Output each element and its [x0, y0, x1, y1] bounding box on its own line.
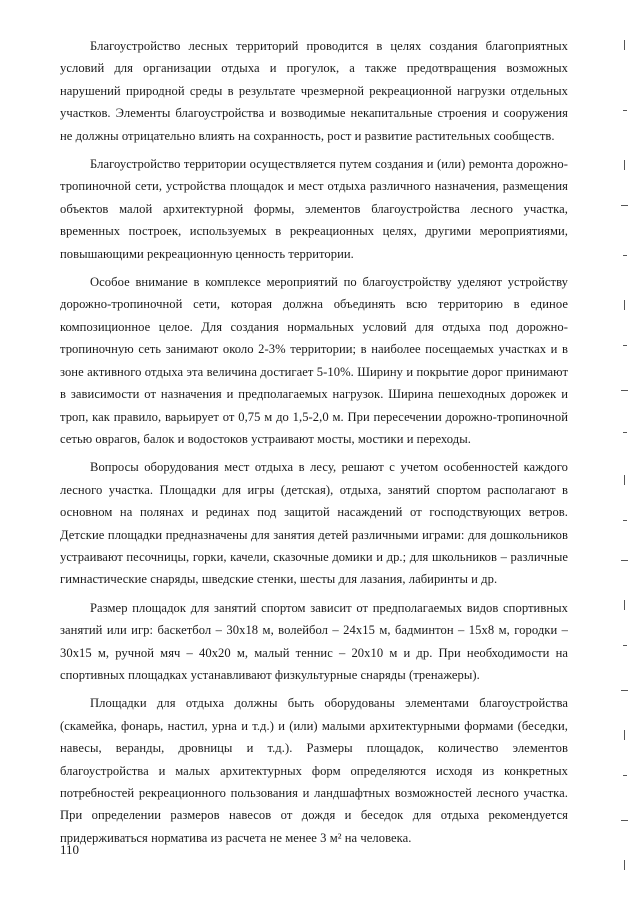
- page-number: 110: [60, 842, 80, 857]
- scan-edge-mark: [624, 860, 625, 870]
- paragraph-sports-grounds: Размер площадок для занятий спортом зависит от предполагаемых видов спортивных занятий или игр: баскетбол – 30х18 м, волейбол – 24х15 м, бадминтон – 15х8 м, городки – 30х15 м, ручной мяч – 40х20 м, малый теннис – 20х10 м и др. При необходимости на спортивных площадках устанавливают физкультурные снаряды (тренажеры).: [60, 600, 568, 682]
- scan-edge-mark: [624, 300, 625, 310]
- paragraph-rest-equipment: Площадки для отдыха должны быть оборудованы элементами благоустройства (скамейка, фонарь, настил, урна и т.д.) и (или) малыми архитектурными формами (беседки, навесы, веранды, дровницы и т.д.). Размеры площадок, количество элементов благоустройства и малых архитектурных форм определяются исходя из конкретных потребностей рекреационного пользования и ландшафтных возможностей лесного участка. При определении размеров навесов от дождя и беседок для отдыха рекомендуется придерживаться норматива из расчета не менее 3 м² на человека.: [60, 696, 568, 845]
- body-text: [60, 35, 568, 855]
- scan-edge-mark: [624, 40, 625, 50]
- scan-edge-mark: [621, 390, 628, 391]
- scan-edge-mark: [623, 432, 627, 433]
- scan-edge-mark: [624, 160, 625, 170]
- scan-edge-mark: [623, 645, 627, 646]
- scan-edge-mark: [621, 820, 628, 821]
- scan-edge-mark: [624, 600, 625, 610]
- scan-edge-mark: [621, 560, 628, 561]
- paragraph-path-network: Особое внимание в комплексе мероприятий по благоустройству уделяют устройству дорожно-тропиночной сети, которая должна объединять всю территорию в единое композиционное целое. Для создания нормальных условий для отдыха под дорожно-тропиночную сеть занимают около 2-3% территории; в наиболее посещаемых участках и в зоне активного отдыха эта величина достигает 5-10%. Ширину и покрытие дорог принимают в зависимости от назначения и предполагаемых нагрузок. Ширина пешеходных дорожек и троп, как правило, варьирует от 0,75 м до 1,5-2,0 м. При пересечении дорожно-тропиночной сетью оврагов, балок и водостоков устраивают мосты, мостики и переходы.: [60, 275, 568, 446]
- scan-edge-mark: [621, 690, 628, 691]
- scan-edge-mark: [621, 205, 628, 206]
- scan-edge-mark: [624, 730, 625, 740]
- scan-edge-mark: [623, 345, 627, 346]
- scan-edge-mark: [623, 110, 627, 111]
- scan-edge-mark: [623, 255, 627, 256]
- paragraph-rest-areas: Вопросы оборудования мест отдыха в лесу, решают с учетом особенностей каждого лесного участка. Площадки для игры (детская), отдыха, занятий спортом располагают в основном на полянах и рединах под защитой насаждений от господствующих ветров. Детские площадки предназначены для занятия детей различными играми: для дошкольников устраивают песочницы, горки, качели, сказочные домики и др.; для школьников – различные гимнастические снаряды, шведские стенки, шесты для лазания, лабиринты и др.: [60, 460, 568, 587]
- paragraph-landscaping-purpose: Благоустройство лесных территорий проводится в целях создания благоприятных условий для организации отдыха и прогулок, а также предотвращения возможных нарушений природной среды в результате чрезмерной рекреационной нагрузки отдельных участков. Элементы благоустройства и возводимые некапитальные строения и сооружения не должны отрицательно влиять на сохранность, рост и развитие растительных сообществ.: [60, 39, 568, 143]
- scan-edge-mark: [623, 775, 627, 776]
- scan-edge-mark: [624, 475, 625, 485]
- paragraph-landscaping-methods: Благоустройство территории осуществляется путем создания и (или) ремонта дорожно-тропиночной сети, устройства площадок и мест отдыха различного назначения, размещения объектов малой архитектурной формы, элементов благоустройства лесного участка, временных построек, используемых в рекреационных целях, другими мероприятиями, повышающими рекреационную ценность территории.: [60, 157, 568, 261]
- scan-edge-mark: [623, 520, 627, 521]
